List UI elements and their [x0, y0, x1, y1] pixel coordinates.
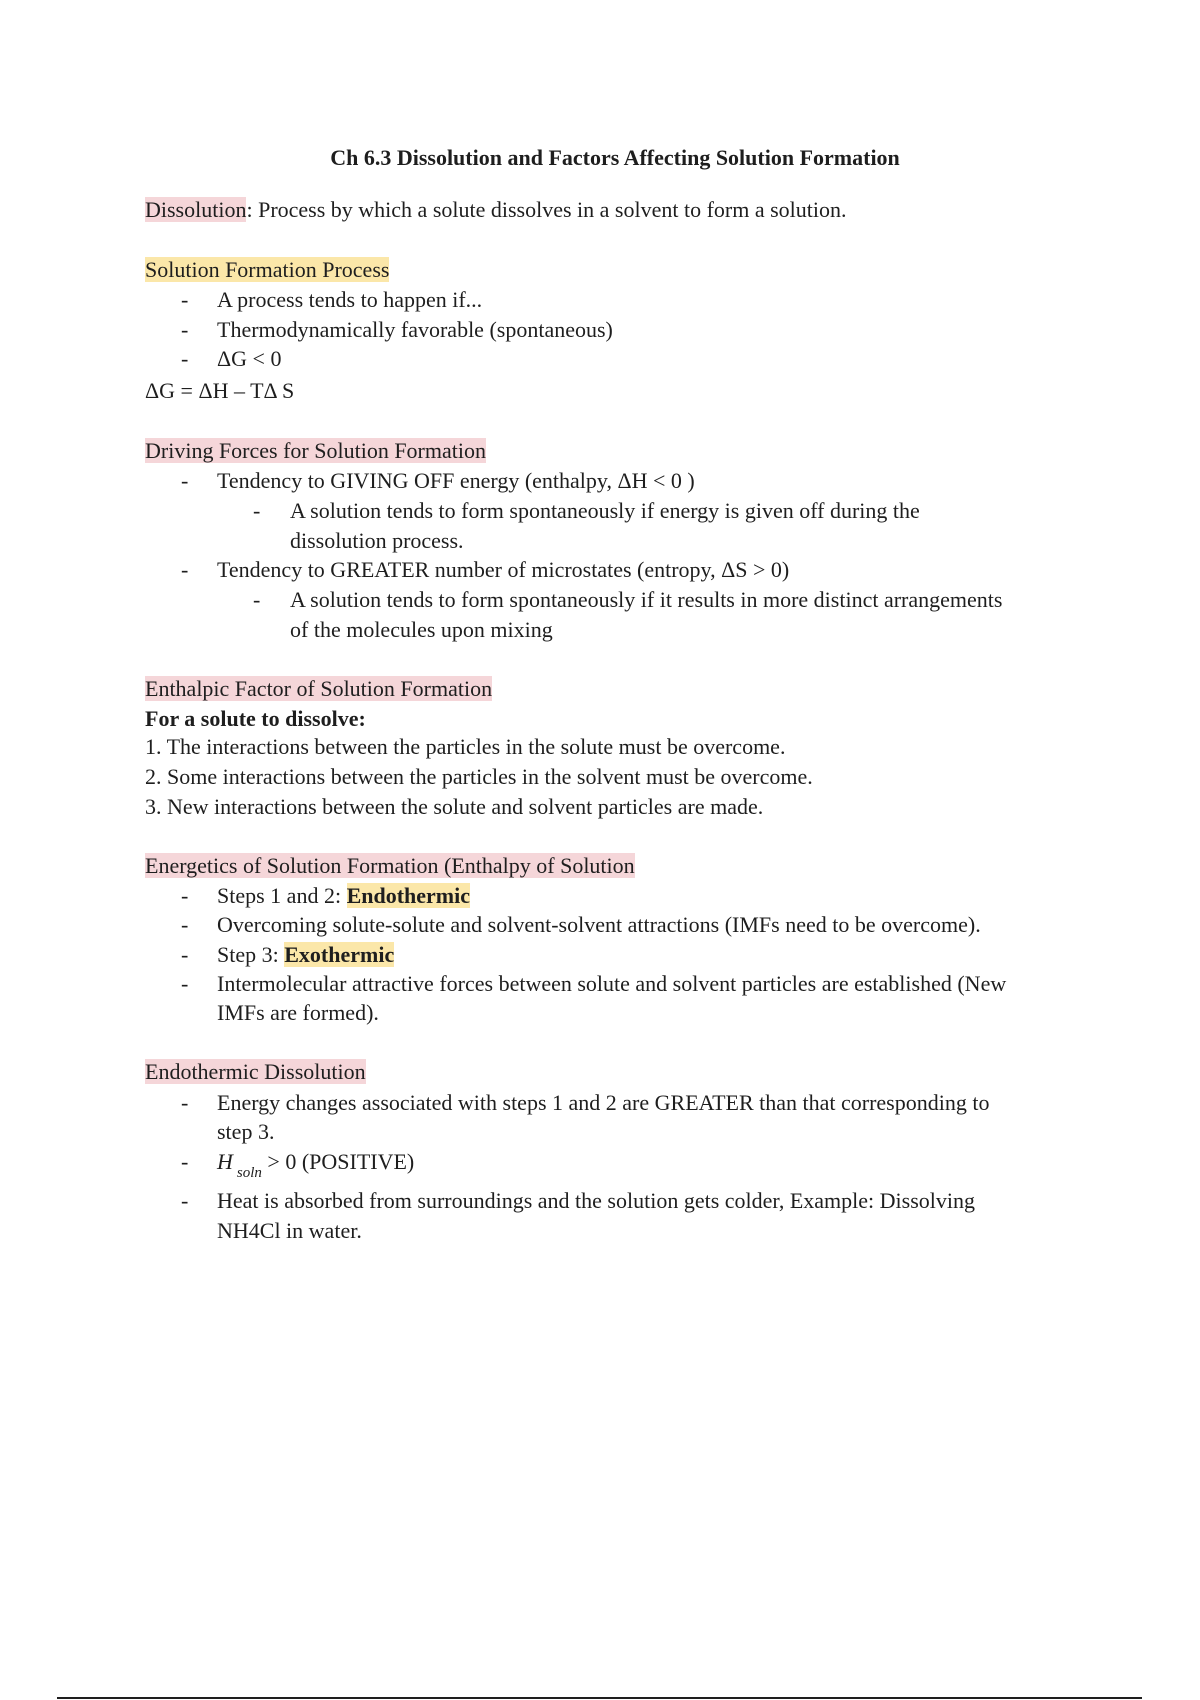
dissolution-definition — [145, 195, 847, 225]
list-item-continuation: NH4Cl in water. — [217, 1218, 362, 1243]
section-heading-enthalpic: Enthalpic Factor of Solution Formation — [145, 676, 493, 701]
list-item: - Overcoming solute-solute and solvent-solvent attractions (IMFs need to be overcome). — [181, 912, 981, 937]
list-item: - Thermodynamically favorable (spontaneous) — [181, 317, 613, 342]
gibbs-equation: ΔG = ΔH – TΔ S — [145, 378, 295, 403]
sub-list-item: - A solution tends to form spontaneously if energy is given off during the — [253, 498, 920, 523]
list-item: - Tendency to GIVING OFF energy (enthalpy, ΔH < 0 ) — [181, 468, 695, 493]
section-heading-driving-forces: Driving Forces for Solution Formation — [145, 438, 486, 463]
sub-list-item-continuation: dissolution process. — [290, 528, 464, 553]
list-item: - A process tends to happen if... — [181, 287, 483, 312]
page-bottom-divider — [57, 1697, 1142, 1699]
endothermic-label: Endothermic — [346, 883, 471, 908]
list-item-continuation: IMFs are formed). — [217, 1000, 379, 1025]
page-title: Ch 6.3 Dissolution and Factors Affecting Solution Formation — [330, 145, 900, 170]
list-item-continuation: step 3. — [217, 1119, 275, 1144]
list-item: - Intermolecular attractive forces between solute and solvent particles are established (New — [181, 971, 1007, 996]
list-item: - Steps 1 and 2: Endothermic — [181, 883, 471, 908]
enthalpy-subscript: soln — [236, 1165, 262, 1181]
numbered-step: 1. The interactions between the particles in the solute must be overcome. — [145, 734, 786, 759]
section-heading-solution-process: Solution Formation Process — [145, 257, 390, 282]
section-heading-endothermic: Endothermic Dissolution — [145, 1059, 366, 1084]
list-item: - Tendency to GREATER number of microstates (entropy, ΔS > 0) — [181, 557, 790, 582]
enthalpic-subheading: For a solute to dissolve: — [145, 706, 366, 731]
list-item: - Step 3: Exothermic — [181, 942, 395, 967]
sub-list-item-continuation: of the molecules upon mixing — [290, 617, 553, 642]
enthalpy-symbol: H — [217, 1149, 233, 1174]
section-heading-energetics: Energetics of Solution Formation (Enthalpy of Solution — [145, 853, 635, 878]
list-item: - Energy changes associated with steps 1 and 2 are GREATER than that corresponding to — [181, 1090, 990, 1115]
numbered-step: 2. Some interactions between the particles in the solvent must be overcome. — [145, 764, 813, 789]
list-item: - Heat is absorbed from surroundings and the solution gets colder, Example: Dissolving — [181, 1188, 975, 1213]
sub-list-item: - A solution tends to form spontaneously if it results in more distinct arrangements — [253, 587, 1003, 612]
dissolution-text: : Process by which a solute dissolves in a solvent to form a solution. — [246, 197, 847, 222]
exothermic-label: Exothermic — [284, 942, 395, 967]
list-item: - H $_{soln}$ > 0 (POSITIVE) — [181, 1149, 415, 1181]
numbered-step: 3. New interactions between the solute and solvent particles are made. — [145, 794, 764, 819]
dissolution-term: Dissolution — [145, 197, 247, 222]
list-item: - ΔG < 0 — [181, 346, 282, 371]
